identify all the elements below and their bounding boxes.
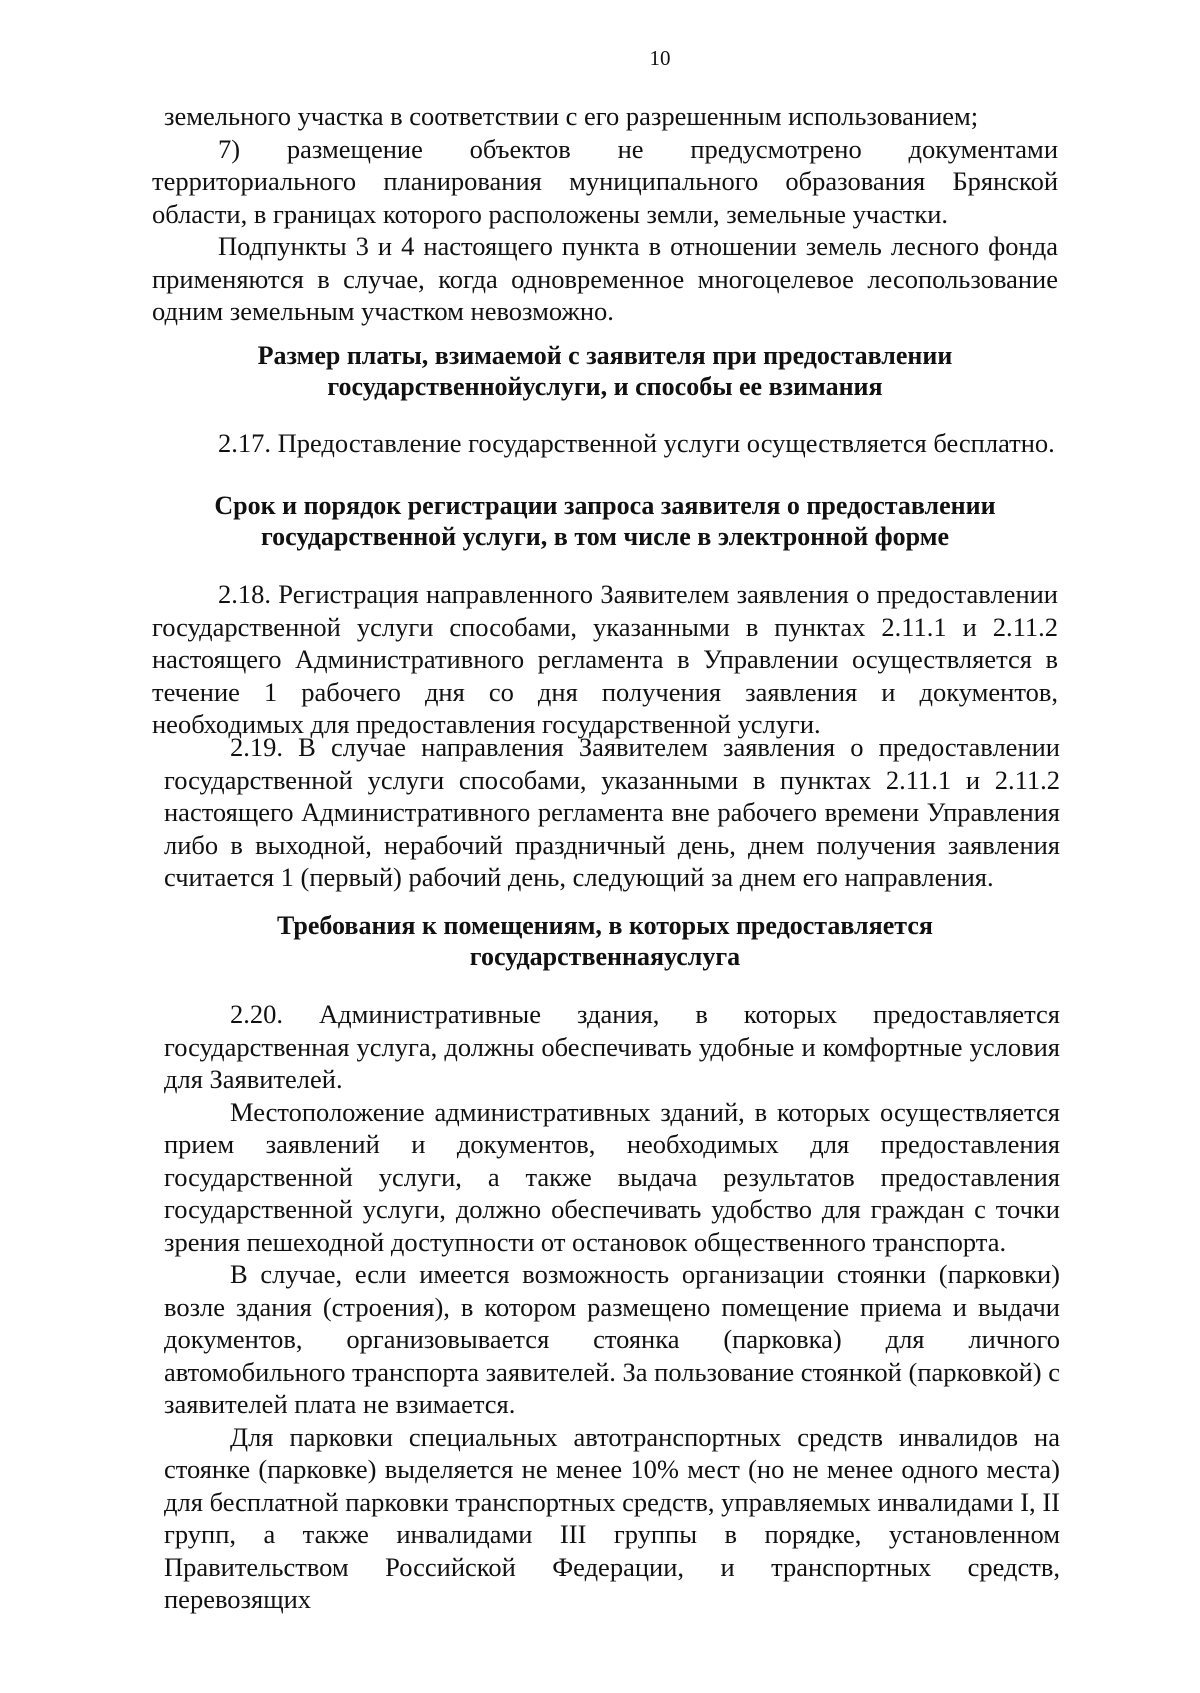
heading-premises-line-1: Требования к помещениям, в которых предоставляется: [277, 911, 933, 940]
paragraph-2-17: 2.17. Предоставление государственной услуги осуществляется бесплатно.: [218, 428, 1055, 458]
paragraph-disabled-parking: Для парковки специальных автотранспортных средств инвалидов на стоянке (парковке) выделяется не менее 10% мест (но не менее одного места) для бесплатной парковки транспортных средств, управляемых инвалидами I, II групп, а также инвалидами III группы в порядке, установленном Правительством Российской Федерации, и транспортных средств, перевозящих: [164, 1421, 1060, 1614]
heading-premises-line-2: государственнаяуслуга: [469, 942, 741, 971]
paragraph-2-20: 2.20. Административные здания, в которых предоставляется государственная услуга, должны обеспечивать удобные и комфортные условия для Заявителей.: [164, 999, 1060, 1094]
heading-fee: [150, 340, 1060, 402]
section-2-20: [164, 998, 1060, 1616]
heading-premises: [150, 910, 1060, 972]
heading-fee-line-1: Размер платы, взимаемой с заявителя при предоставлении: [257, 341, 953, 370]
heading-registration: [150, 490, 1060, 552]
paragraph-location: Местоположение административных зданий, в которых осуществляется прием заявлений и документов, необходимых для предоставления государственной услуги, а также выдача результатов предоставления государственной услуги, должно обеспечивать удобство для граждан с точки зрения пешеходной доступности от остановок общественного транспорта.: [164, 1096, 1060, 1257]
paragraph-land-use: земельного участка в соответствии с его разрешенным использованием;: [164, 101, 979, 131]
paragraph-2-19: 2.19. В случае направления Заявителем заявления о предоставлении государственной услуги способами, указанными в пунктах 2.11.1 и 2.11.2 настоящего Административного регламента вне рабочего времени Управления либо в выходной, нерабочий праздничный день, днем получения заявления считается 1 (первый) рабочий день, следующий за днем его направления.: [164, 732, 1060, 892]
page-number: 10: [649, 46, 671, 70]
heading-registration-line-2: государственной услуги, в том числе в электронной форме: [261, 522, 949, 551]
section-2-19: [164, 731, 1060, 894]
section-2-17: [152, 427, 1058, 460]
paragraph-subitems-3-4: Подпункты 3 и 4 настоящего пункта в отношении земель лесного фонда применяются в случае, когда одновременное многоцелевое лесопользование одним земельным участком невозможно.: [152, 231, 1058, 326]
paragraph-parking: В случае, если имеется возможность организации стоянки (парковки) возле здания (строения), в котором размещено помещение приема и выдачи документов, организовывается стоянка (парковка) для личного автомобильного транспорта заявителей. За пользование стоянкой (парковкой) с заявителей плата не взимается.: [164, 1259, 1060, 1419]
section-2-18: [152, 578, 1058, 741]
paragraph-2-18: 2.18. Регистрация направленного Заявителем заявления о предоставлении государственной услуги способами, указанными в пунктах 2.11.1 и 2.11.2 настоящего Административного регламента в Управлении осуществляется в течение 1 рабочего дня со дня получения заявления и документов, необходимых для предоставления государственной услуги.: [152, 579, 1058, 739]
section-intro: [152, 100, 1058, 328]
heading-fee-line-2: государственнойуслуги, и способы ее взимания: [327, 372, 883, 401]
heading-registration-line-1: Срок и порядок регистрации запроса заявителя о предоставлении: [214, 491, 996, 520]
paragraph-item-7: 7) размещение объектов не предусмотрено документами территориального планирования муниципального образования Брянской области, в границах которого расположены земли, земельные участки.: [152, 133, 1058, 229]
